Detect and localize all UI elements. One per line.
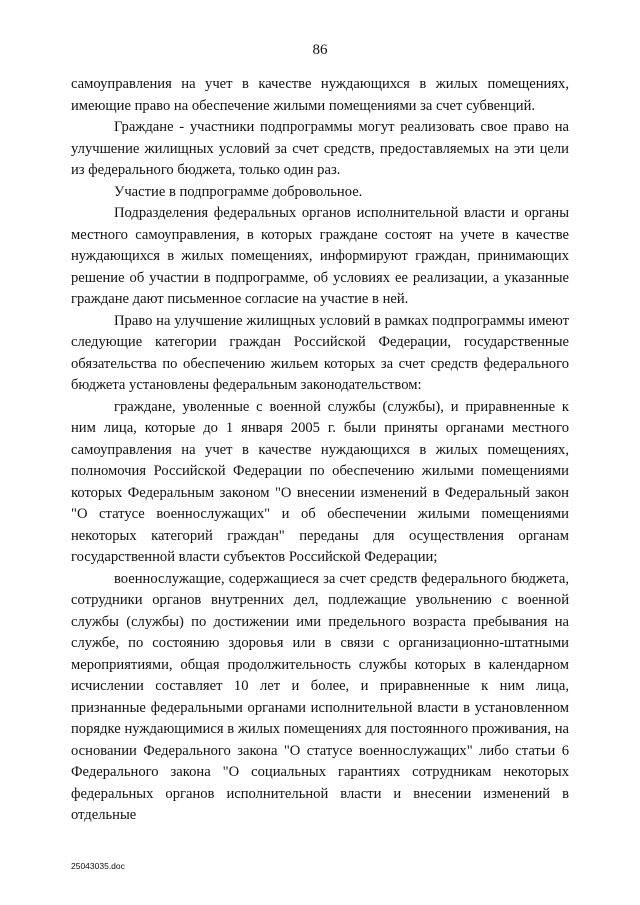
list-item-paragraph: граждане, уволенные с военной службы (службы), и приравненные к ним лица, которые до 1 января 2005 г. были приняты органами местного самоуправления на учет в качестве нуждающихся в жилых помещениях, полномочия Российской Федерации по обеспечению жилыми помещениями которых Федеральным законом "О внесении изменений в Федеральный закон "О статусе военнослужащих" и об обеспечении жилыми помещениями некоторых категорий граждан" переданы для осуществления органам государственной власти субъектов Российской Федерации; bbox=[71, 398, 569, 565]
paragraph-continuation: самоуправления на учет в качестве нуждающихся в жилых помещениях, имеющие право на обеспечение жилыми помещениями за счет субвенций. bbox=[71, 76, 569, 114]
page-number: 86 bbox=[312, 42, 328, 58]
document-body bbox=[71, 74, 569, 827]
paragraph: Право на улучшение жилищных условий в рамках подпрограммы имеют следующие категории граждан Российской Федерации, государственные обязательства по обеспечению жильем которых за счет средств федерального бюджета установлены федеральным законодательством: bbox=[71, 312, 569, 393]
footer-file-code: 25043035.doc bbox=[71, 861, 125, 871]
paragraph: Подразделения федеральных органов исполнительной власти и органы местного самоуправления, в которых граждане состоят на учете в качестве нуждающихся в жилых помещениях, информируют граждан, принимающих решение об участии в подпрограмме, об условиях ее реализации, а указанные граждане дают письменное согласие на участие в ней. bbox=[71, 205, 569, 307]
paragraph: Участие в подпрограмме добровольное. bbox=[114, 183, 363, 200]
list-item-paragraph: военнослужащие, содержащиеся за счет средств федерального бюджета, сотрудники органов внутренних дел, подлежащие увольнению с военной службы (службы) по достижении ими предельного возраста пребывания на службе, по состоянию здоровья или в связи с организационно-штатными мероприятиями, общая продолжительность службы которых в календарном исчислении составляет 10 лет и более, и приравненные к ним лица, признанные федеральными органами исполнительной власти в установленном порядке нуждающимися в жилых помещениях для постоянного проживания, на основании Федерального закона "О статусе военнослужащих" либо статьи 6 Федерального закона "О социальных гарантиях сотрудникам некоторых федеральных органов исполнительной власти и внесении изменений в отдельные bbox=[71, 570, 569, 823]
paragraph: Граждане - участники подпрограммы могут реализовать свое право на улучшение жилищных условий за счет средств, предоставляемых на эти цели из федерального бюджета, только один раз. bbox=[71, 119, 569, 178]
